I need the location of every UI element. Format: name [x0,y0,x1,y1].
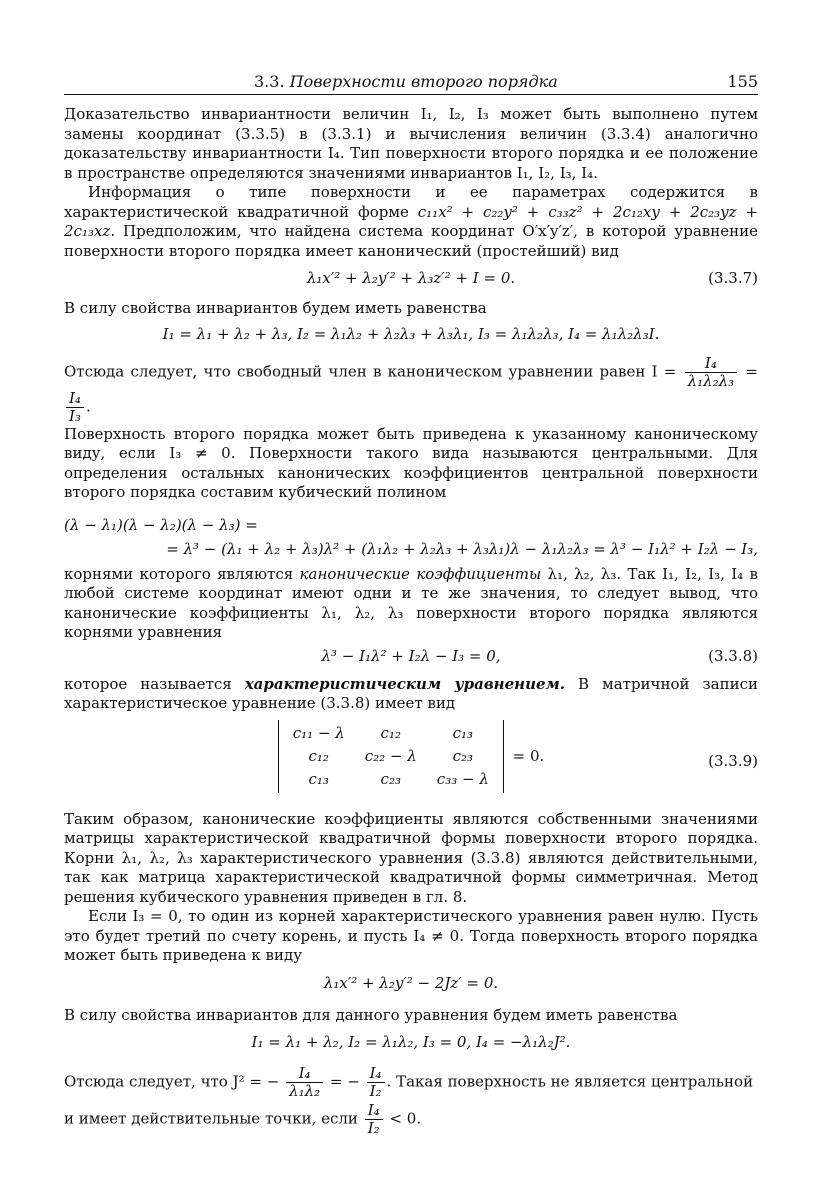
paragraph-j-squared: Отсюда следует, что J² = − $\frac{\text{I₄}}{\text{λ₁λ₂}}$ = − $\frac{\text{I₄}}{\text{I₂}}$ . Такая поверхность не является центральной [64,1064,754,1100]
equation-3-3-9: c₁₁ − λ c₁₂ c₁₃ c₁₂ c₂₂ − λ c₂₃ c₁₃ c₂₃ c₃₃ − λ = 0. (3.3.9) [64,720,758,804]
fraction-i4-over-i3: $\frac{\text{I₄}}{\text{I₃}}$ [66,390,84,425]
paragraph-characteristic-form: Информация о типе поверхности и ее параметрах содержится в характеристической квадратичной форме c₁₁x² + c₂₂y² + c₃₃z² + 2c₁₂xy + 2c₂₃yz + 2c₁₃xz. Предположим, что найдена система координат O′x′y′z′, в которой уравнение поверхности второго порядка имеет канонический (простейший) вид [64,183,758,260]
running-header [64,70,758,95]
equation-noncentral: λ₁x′² + λ₂y′² − 2Jz′ = 0. [323,973,499,992]
paragraph-equalities: В силу свойства инвариантов будем иметь равенства [64,299,487,317]
fraction-i4-over-lambdas: $\frac{\text{I₄}}{\text{λ₁λ₂λ₃}}$ [685,355,738,390]
equation-invariants-2: I₁ = λ₁ + λ₂, I₂ = λ₁λ₂, I₃ = 0, I₄ = −λ₁λ₂J². [251,1033,571,1051]
equation-3-3-7: λ₁x′² + λ₂y′² + λ₃z′² + I = 0. (3.3.7) [306,269,758,287]
page-number: 155 [727,72,758,91]
paragraph-real-points: и имеет действительные точки, если $\frac{\text{I₄}}{\text{I₂}}$ < 0. [64,1101,422,1137]
fraction-i4-over-l1l2: $\frac{\text{I₄}}{\text{λ₁λ₂}}$ [286,1065,323,1100]
fraction-i4-over-i2: $\frac{\text{I₄}}{\text{I₂}}$ [367,1065,385,1100]
page [64,70,758,1137]
header-title: 3.3. Поверхности второго порядка [254,72,558,91]
paragraph-i3-zero: Если I₃ = 0, то один из корней характеристического уравнения равен нулю. Пусть это будет третий по счету корень, и пусть I₄ ≠ 0. Тогда поверхность второго порядка может быть приведена к виду [64,907,758,964]
paragraph-characteristic-equation: которое называется характеристическим уравнением. В матричной записи характеристическое уравнение (3.3.8) имеет вид [64,674,759,712]
equation-cubic-polynomial: (λ − λ₁)(λ − λ₂)(λ − λ₃) = = λ³ − (λ₁ + λ₂ + λ₃)λ² + (λ₁λ₂ + λ₂λ₃ + λ₃λ₁)λ − λ₁λ₂λ₃ = λ³ − I₁λ² + I₂λ − I₃, [64,515,758,558]
paragraph-canonical-coefficients: корнями которого являются канонические коэффициенты λ₁, λ₂, λ₃. Так I₁, I₂, I₃, I₄ в любой системе координат имеют одни и те же значения, то следует вывод, что канонические коэффициенты λ₁, λ₂, λ₃ поверхности второго порядка являются корнями уравнения [64,564,758,641]
paragraph-eigenvalues: Таким образом, канонические коэффициенты являются собственными значениями матрицы характеристической квадратичной формы поверхности второго порядка. Корни λ₁, λ₂, λ₃ характеристического уравнения (3.3.8) являются действительными, так как матрица характеристической квадратичной формы симметричная. Метод решения кубического уравнения приведен в гл. 8. [64,809,758,906]
quadratic-form: c₁₁x² + c₂₂y² + c₃₃z² + 2c₁₂xy + 2c₂₃yz + 2c₁₃xz [64,202,758,240]
paragraph-central-surfaces: Поверхность второго порядка может быть приведена к указанному каноническому виду, если I₃ ≠ 0. Поверхности такого вида называются центральными. Для определения остальных канонических коэффициентов центральной поверхности второго порядка составим кубический полином [64,424,758,501]
paragraph-free-term: Отсюда следует, что свободный член в каноническом уравнении равен I = $\frac{\text{I₄}}{\text{λ₁λ₂λ₃}}$ = $\frac{\text{I₄}}{\text{I₃}}$ . [64,353,758,425]
fraction-i4-over-i2-condition: $\frac{\text{I₄}}{\text{I₂}}$ [365,1102,383,1137]
paragraph-equalities-2: В силу свойства инвариантов для данного уравнения будем иметь равенства [64,1005,678,1024]
equation-3-3-8: λ³ − I₁λ² + I₂λ − I₃ = 0, (3.3.8) [321,646,758,665]
determinant-matrix: c₁₁ − λ c₁₂ c₁₃ c₁₂ c₂₂ − λ c₂₃ c₁₃ c₂₃ c₃₃ − λ [278,720,504,793]
equation-invariants: I₁ = λ₁ + λ₂ + λ₃, I₂ = λ₁λ₂ + λ₂λ₃ + λ₃λ₁, I₃ = λ₁λ₂λ₃, I₄ = λ₁λ₂λ₃I. [162,324,660,343]
paragraph-invariants-proof: Доказательство инвариантности величин I₁, I₂, I₃ может быть выполнено путем замены координат (3.3.5) в (3.3.1) и вычисления величин (3.3.4) аналогично доказательству инвариантности I₄. Тип поверхности второго порядка и ее положение в пространстве определяются значениями инвариантов I₁, I₂, I₃, I₄. [64,105,758,182]
